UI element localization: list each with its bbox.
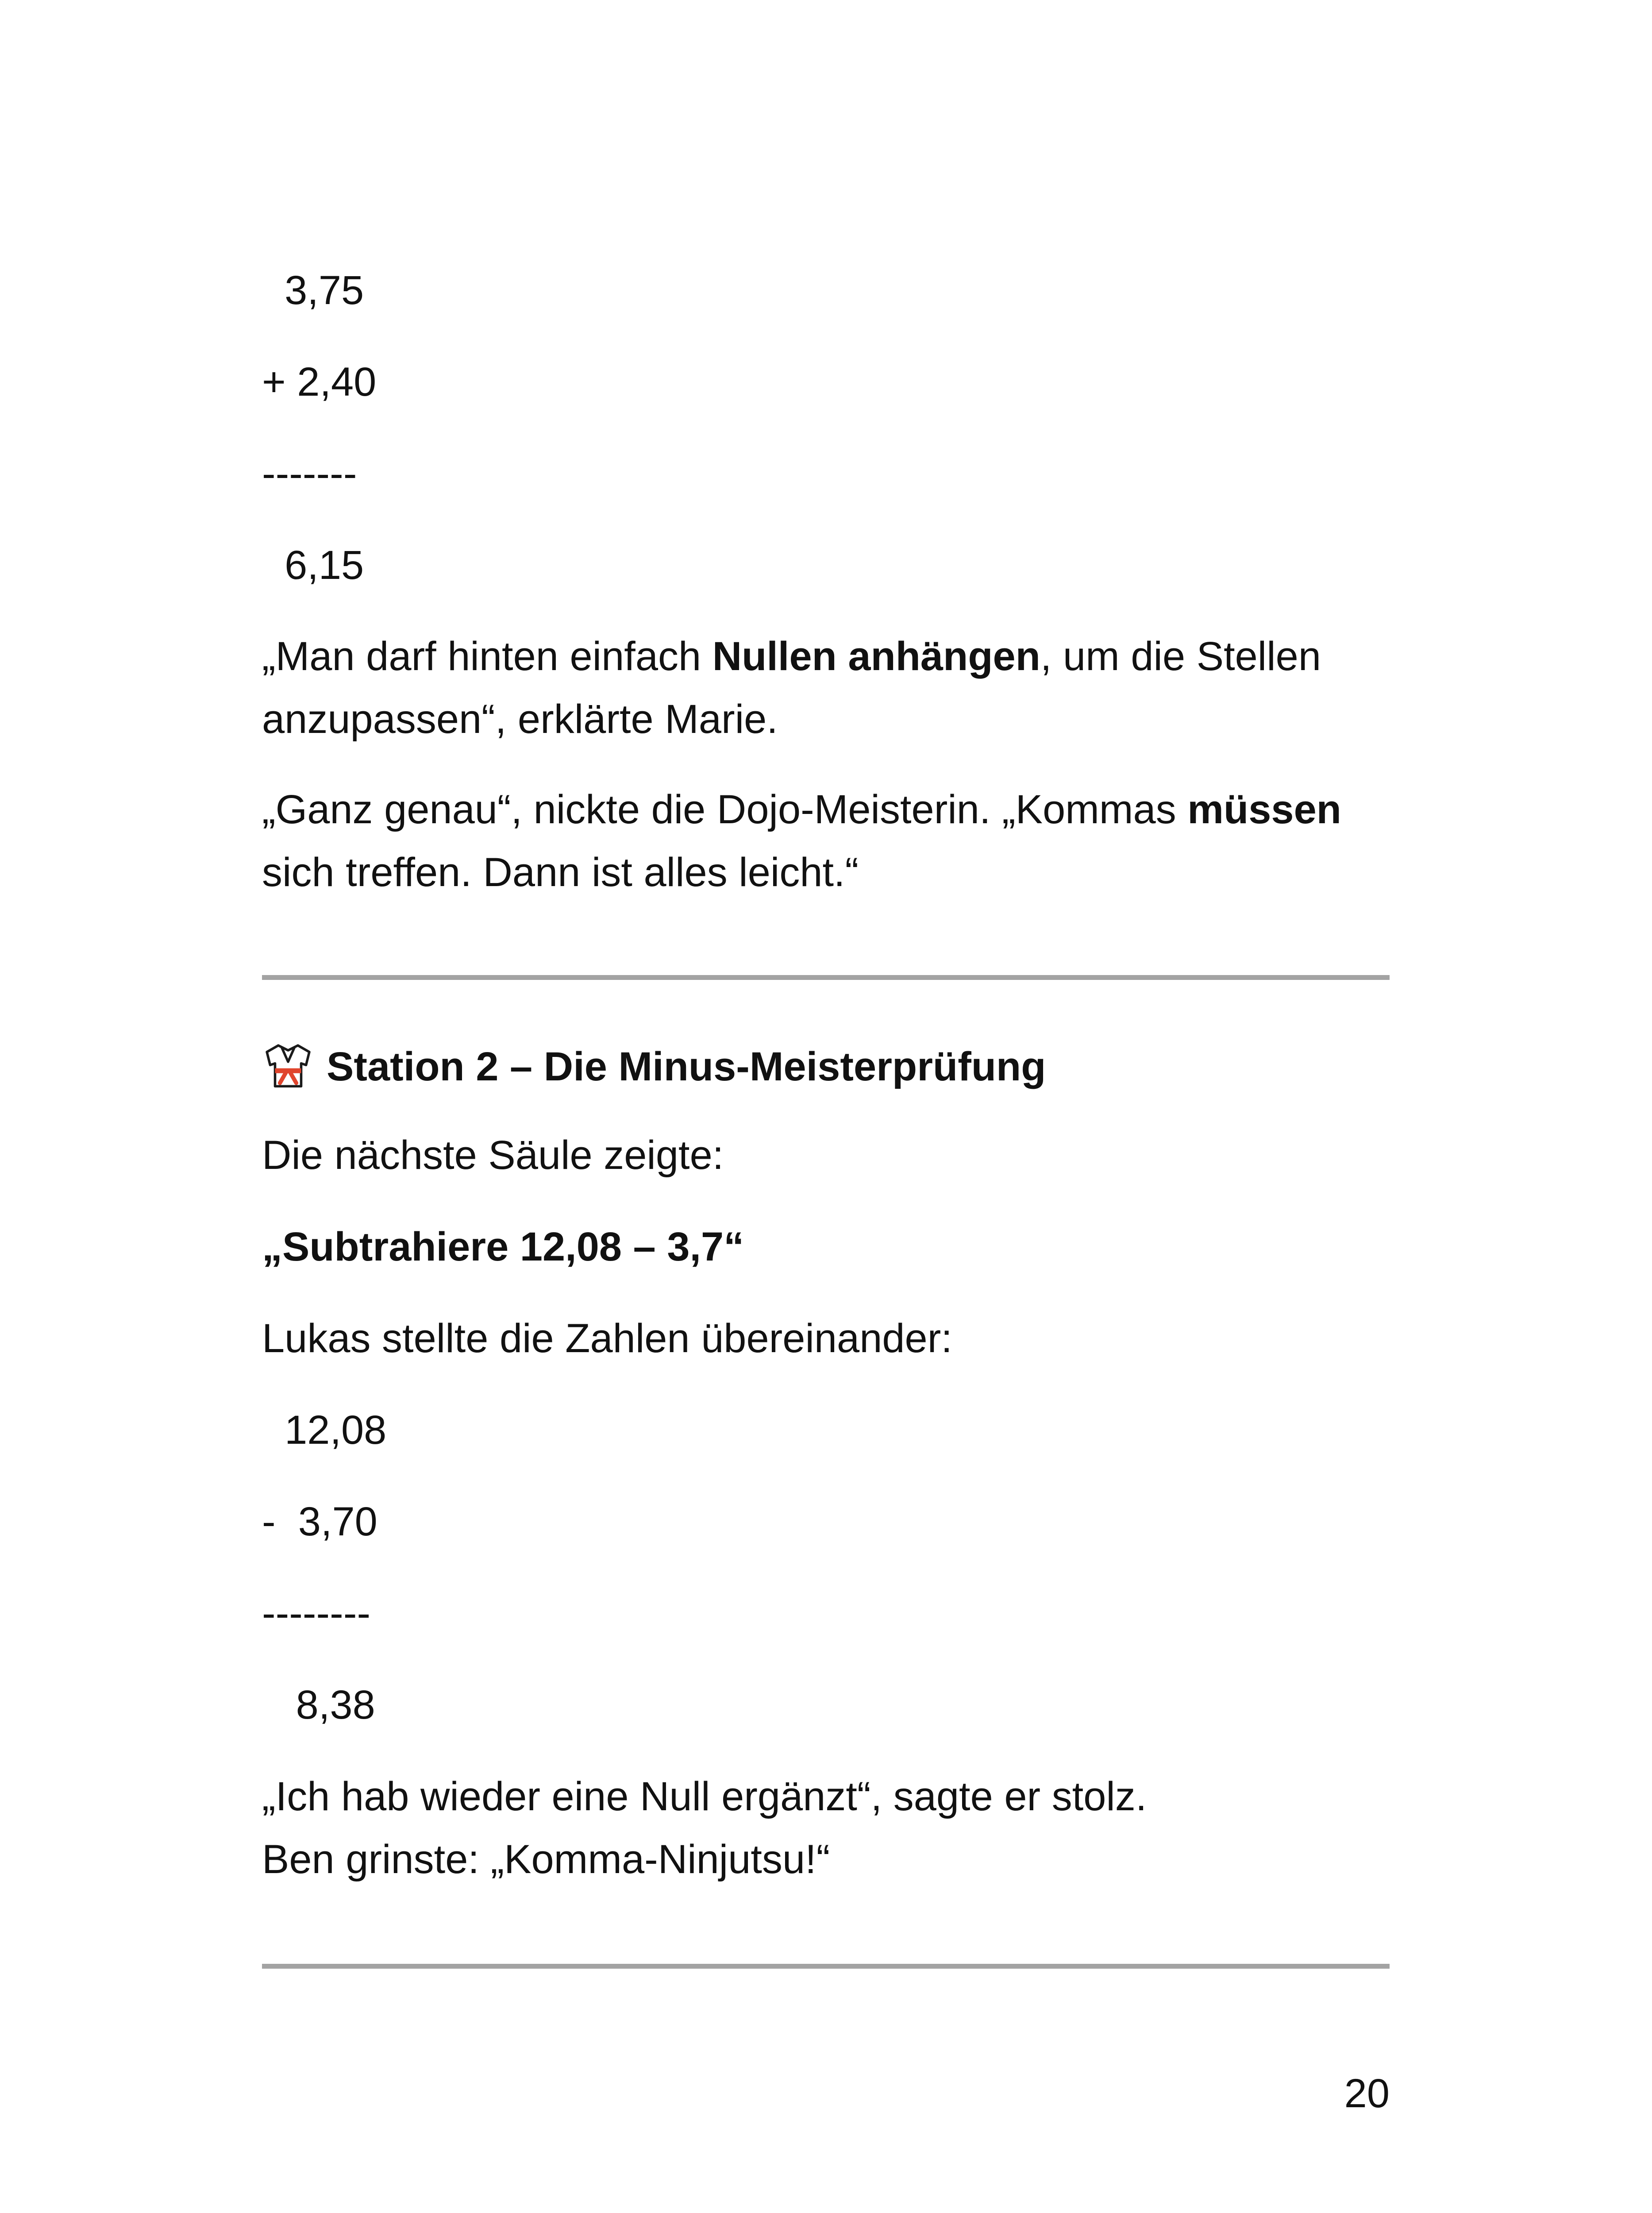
calc2-line-2: - 3,70 [262,1499,377,1544]
station-2-intro: Die nächste Säule zeigte: [262,1133,724,1178]
calc1-line-2: + 2,40 [262,359,377,405]
calc2-line-3: -------- [262,1591,371,1636]
paragraph-marie-text-end: , um die Stellen anzupassen“, erklärte Marie. [262,634,1321,742]
paragraph-marie-text-start: „Man darf hinten einfach [262,634,712,679]
calc1-line-1: 3,75 [262,268,364,313]
calc2-line-1: 12,08 [262,1407,387,1453]
paragraph-lukas-line-1: „Ich hab wieder eine Null ergänzt“, sagte er stolz. [262,1774,1147,1819]
section-divider-2 [262,1964,1390,1969]
paragraph-lukas-line-2: Ben grinste: „Komma-Ninjutsu!“ [262,1837,830,1882]
calc1-line-4: 6,15 [262,543,364,588]
paragraph-dojo-master [262,778,1395,904]
station-2-setup: Lukas stellte die Zahlen übereinander: [262,1316,952,1361]
calc1-line-3: ------- [262,451,357,496]
paragraph-dojo-text-end: sich treffen. Dann ist alles leicht.“ [262,850,859,895]
calc2-line-4: 8,38 [262,1682,375,1727]
page-number: 20 [1344,2071,1390,2116]
station-2-heading [262,1036,1046,1098]
section-divider-1 [262,975,1390,980]
paragraph-marie-bold: Nullen anhängen [712,634,1040,679]
paragraph-dojo-bold: müssen [1187,787,1341,832]
martial-arts-uniform-icon [262,1041,314,1093]
paragraph-marie [262,625,1395,751]
station-2-task: „Subtrahiere 12,08 – 3,7“ [262,1224,744,1269]
station-2-title: Station 2 – Die Minus-Meisterprüfung [327,1044,1046,1089]
paragraph-dojo-text-start: „Ganz genau“, nickte die Dojo-Meisterin. „Kommas [262,787,1188,832]
